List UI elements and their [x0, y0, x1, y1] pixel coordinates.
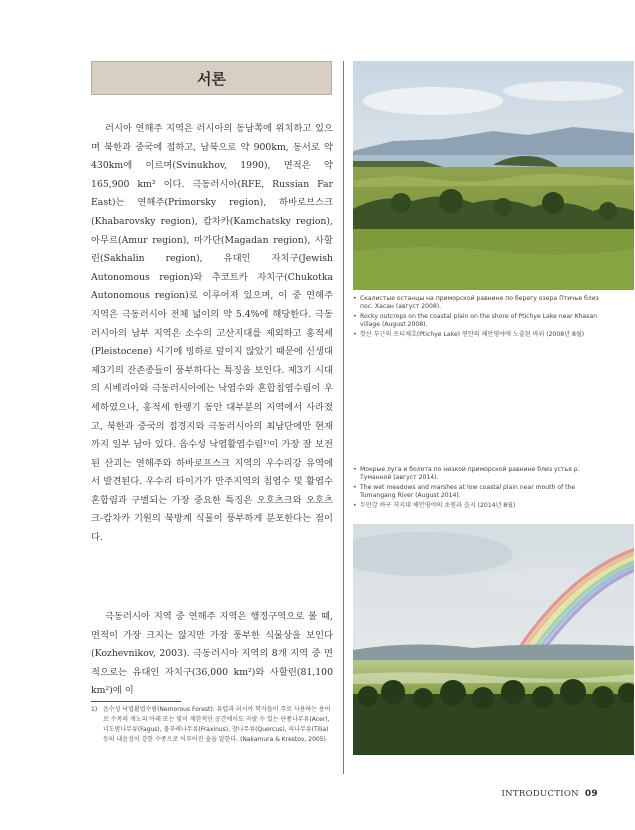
- paragraph-text: 러시아 연해주 지역은 러시아의 동남쪽에 위치하고 있으며 북한과 중국에 접하고, 남북으로 약 900km, 동서로 약 430km에 이르며(Svinukhov, 1990), 면적은 약 165,900 km² 이다. 극동러시아(RFE, Russian Far East)는 연해주(Primorsky region), 하바로브스크(Khabarovsky region), 캄차카(Kamchatsky region), 아무르(Amur region), 마가단(Magadan region), 사할린(Sakhalin region), 유대인 자치구(Jewish Autonomous region)와 추코트카 자치구(Chukotka Autonomous region)로 이루어져 있으며, 이 중 연해주 지역은 극동러시아 전체 넓이의 약 5.4%에 해당한다. 극동러시아의 남부 지역은 소수의 고산지대를 제외하고 홍적세(Pleistocene) 시기에 빙하로 덮이지 않았기 때문에 신생대 제3기의 잔존종들이 풍부하다는 특징을 보인다. 제3기 시대의 시베리아와 극동러시아에는 낙엽수와 혼합침엽수림이 우세하였으나, 홍적세 한랭기 동안 대부분의 지역에서 사라졌고, 북한과 중국의 접경지와 극동러시아의 최남단에만 현재까지 일부 남아 있다. 음수성 낙엽활엽수림¹⁾이 가장 잘 보전된 산괴는 연해주와 하바로프스크 지역의 우수리강 유역에서 발견된다. 우수리 타이가가 만주지역의 침엽수 및 활엽수 혼합림과 구별되는 가장 중요한 특징은 오호츠크와 오호츠크-캄차카 기원의 북방계 식물이 풍부하게 분포한다는 점이다.: [91, 123, 333, 544]
- caption-line: • Rocky outcrops on the coastal plain on the shore of Ptichye Lake near Khasan village (August 2008).: [353, 313, 609, 330]
- photo-wet-meadows-rainbow: [353, 524, 634, 755]
- footnote: [91, 705, 331, 745]
- caption-line: • Мокрые луга и болота по низкой приморской равнине близ устья р. Туманной (август 2014).: [353, 466, 609, 483]
- column-divider: [343, 61, 344, 774]
- footnote-rule: [91, 701, 181, 702]
- caption-line: • Скалистые останцы на приморской равнине по берегу озера Птичье близ пос. Хасан (август 2008).: [353, 295, 609, 312]
- page-number: 09: [584, 789, 598, 799]
- paragraph-text: 극동러시아 지역 중 연해주 지역은 행정구역으로 볼 때, 면적이 가장 크지는 않지만 가장 풍부한 식물상을 보인다(Kozhevnikov, 2003). 극동러시아 지역의 8개 지역 중 면적으로는 유대인 자치구(36,000 km²)와 사할린(81,100 km²)에 이: [91, 611, 333, 697]
- photo-rocky-outcrops-lake: [353, 61, 634, 290]
- photo-caption-1: [353, 295, 609, 340]
- footer-label: INTRODUCTION: [501, 789, 579, 799]
- caption-line: • The wet meadows and marshes at low coastal plain near mouth of the Tumangang River (August 2014).: [353, 484, 609, 501]
- body-paragraph-2: [91, 608, 333, 701]
- footnote-number: 1): [91, 706, 98, 713]
- footnote-text: 음수성 낙엽활엽수림(Nemorous Forest): 유럽과 러시아 학자들이 주로 사용하는 용어로 수목의 캐노피 아래 또는 빛이 제한적인 공간에서도 자랄 수 있는 단풍나무류(Acer), 너도밤나무류(Fagus), 물푸레나무류(Fraxinus), 참나무류(Quercus), 피나무류(Tilia) 등의 내음성이 강한 수종으로 이루어진 숲을 말한다. (Nakamura & Krestov, 2005): [103, 706, 331, 743]
- page-footer: [502, 789, 598, 799]
- photo-caption-2: [353, 466, 609, 511]
- body-paragraph-1: [91, 120, 333, 548]
- section-title: 서론: [91, 61, 332, 95]
- caption-line: • 두만강 하구 저지대 해안평야의 초원과 습지 (2014년 8월): [353, 502, 609, 510]
- caption-line: • 핫산 부근의 프티체호(Ptichye Lake) 연안의 해안평야에 노출된 바위 (2008년 8월): [353, 331, 609, 339]
